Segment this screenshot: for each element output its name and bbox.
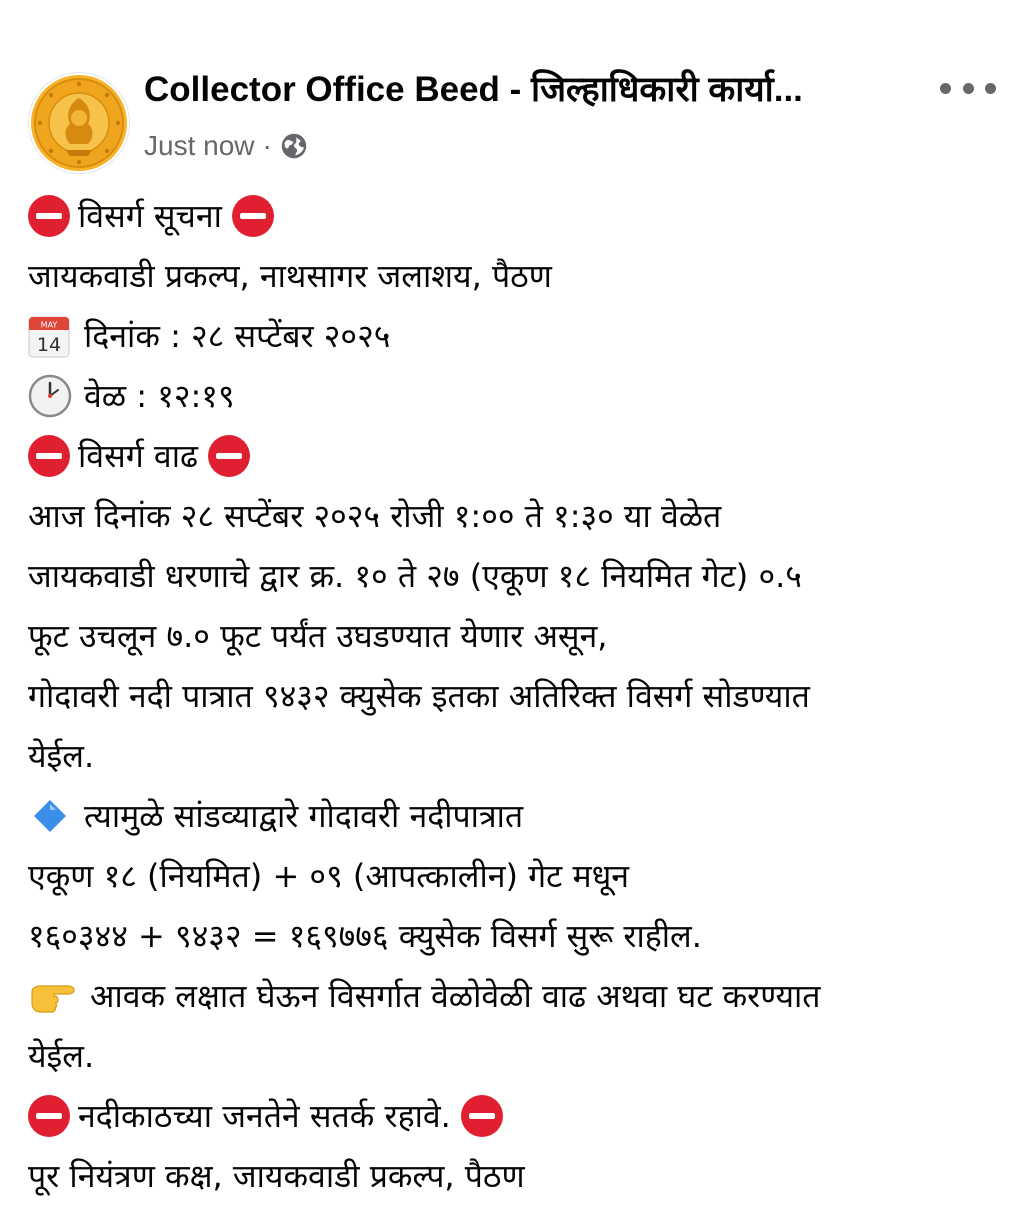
timestamp[interactable]: Just now [144,130,255,161]
pointer-line [28,966,1003,1026]
sum-line: १६०३४४ + ९४३२ = १६९७७६ क्युसेक विसर्ग सुरू राहील. [28,917,702,955]
stop-sign-icon [28,1095,70,1137]
date-text: दिनांक : २८ सप्टेंबर २०२५ [84,317,391,355]
alert-line [28,1086,1003,1146]
more-dot [940,83,951,94]
more-dot [985,83,996,94]
post-header [0,0,1016,180]
post-meta [144,128,308,164]
post-body [28,186,1003,1206]
diamond-line [28,786,1003,846]
stop-sign-icon [208,435,250,477]
more-options-icon[interactable] [940,66,996,110]
body-line: फूट उचलून ७.० फूट पर्यंत उघडण्यात येणार असून, [28,617,608,655]
location-line: जायकवाडी प्रकल्प, नाथसागर जलाशय, पैठण [28,257,552,295]
time-line [28,366,1003,426]
page-name[interactable]: Collector Office Beed - जिल्हाधिकारी कार्या... [144,70,803,109]
time-text: वेळ : १२:१९ [84,377,235,415]
footer-line: पूर नियंत्रण कक्ष, जायकवाडी प्रकल्प, पैठण [28,1157,525,1195]
date-line [28,306,1003,366]
body-line: येईल. [28,737,95,775]
title-line [28,186,1003,246]
stop-sign-icon [461,1095,503,1137]
calendar-icon [28,314,70,358]
pointer-text: आवक लक्षात घेऊन विसर्गात वेळोवेळी वाढ अथवा घट करण्यात [90,977,821,1015]
body-line: आज दिनांक २८ सप्टेंबर २०२५ रोजी १:०० ते १:३० या वेळेत [28,497,722,535]
stop-sign-icon [232,195,274,237]
diamond-text: त्यामुळे सांडव्याद्वारे गोदावरी नदीपात्रात [84,797,524,835]
heading2-line [28,426,1003,486]
clock-icon [28,374,72,418]
meta-separator: · [262,130,272,161]
body-line: गोदावरी नदी पात्रात ९४३२ क्युसेक इतका अतिरिक्त विसर्ग सोडण्यात [28,677,810,715]
heading2-text: विसर्ग वाढ [78,437,198,475]
body-line: जायकवाडी धरणाचे द्वार क्र. १० ते २७ (एकूण १८ नियमित गेट) ०.५ [28,557,802,595]
pointer-cont-line: येईल. [28,1037,95,1075]
more-dot [963,83,974,94]
stop-sign-icon [28,195,70,237]
alert-text: नदीकाठच्या जनतेने सतर्क रहावे. [78,1097,451,1135]
globe-icon[interactable] [280,132,308,160]
pointing-hand-icon [28,976,78,1016]
page-avatar[interactable] [28,72,130,174]
post-title: विसर्ग सूचना [78,197,222,235]
stop-sign-icon [28,435,70,477]
gates-line: एकूण १८ (नियमित) + ०९ (आपत्कालीन) गेट मधून [28,857,630,895]
government-seal-icon [28,72,130,174]
calendar-month: MAY [40,320,58,330]
blue-diamond-icon [32,798,68,834]
calendar-day: 14 [36,334,62,356]
